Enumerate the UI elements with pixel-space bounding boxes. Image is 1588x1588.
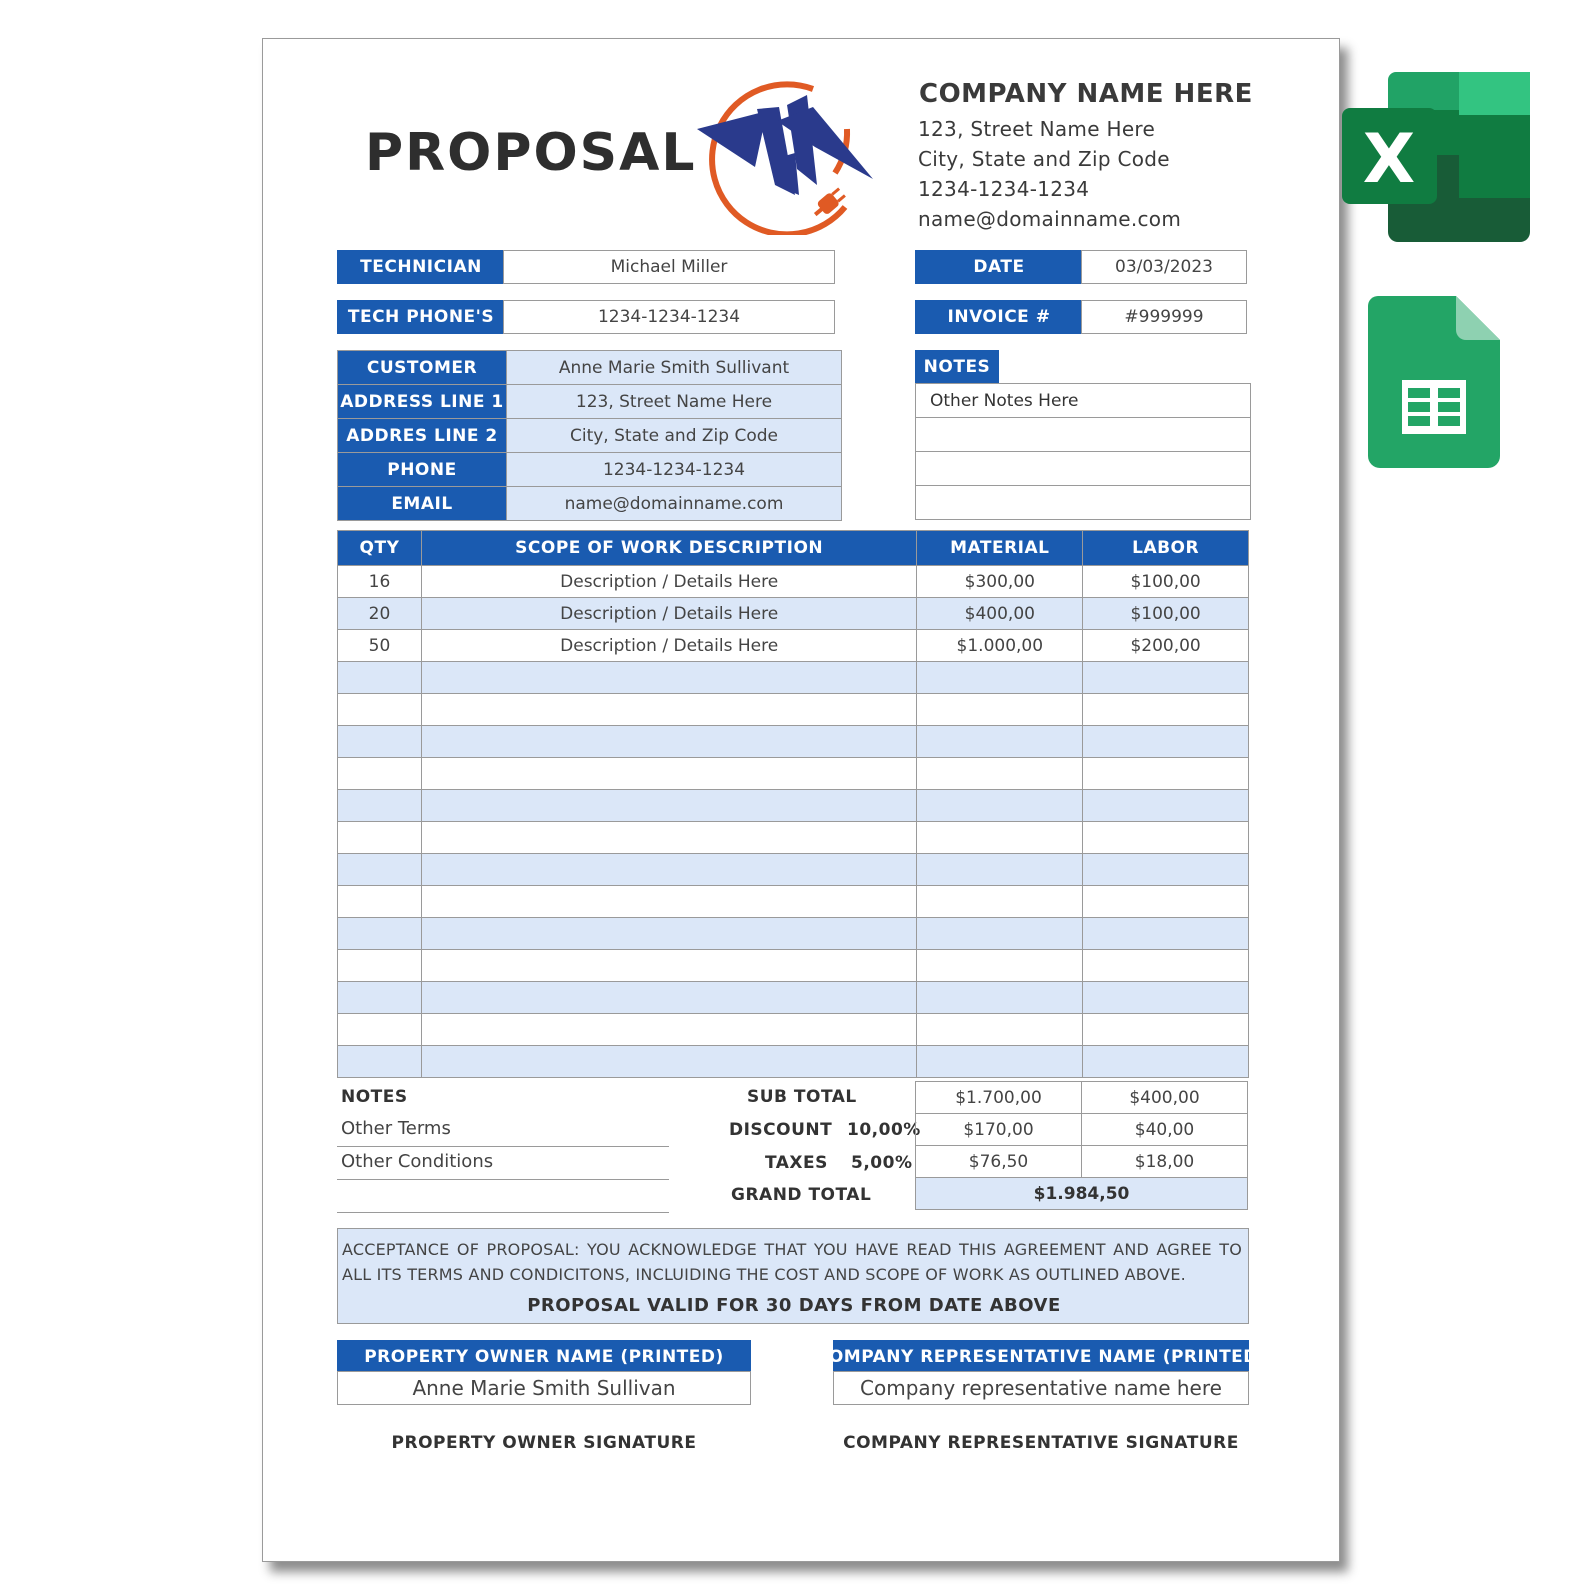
labor-cell[interactable] — [1083, 694, 1249, 726]
discount-row — [916, 1114, 1248, 1146]
labor-cell[interactable] — [1083, 758, 1249, 790]
company-phone: 1234-1234-1234 — [918, 177, 1090, 201]
labor-cell[interactable] — [1083, 886, 1249, 918]
table-row — [338, 854, 1249, 886]
table-row — [338, 566, 1249, 598]
invoice-label: INVOICE # — [915, 300, 1083, 334]
material-cell[interactable]: $400,00 — [917, 598, 1083, 630]
table-row — [338, 662, 1249, 694]
discount-rate[interactable]: 10,00% — [847, 1120, 921, 1140]
description-cell[interactable]: Description / Details Here — [421, 598, 917, 630]
material-cell[interactable] — [917, 758, 1083, 790]
footer-notes-label: NOTES — [341, 1087, 408, 1107]
owner-signature-label: PROPERTY OWNER SIGNATURE — [391, 1433, 697, 1453]
company-address-1: 123, Street Name Here — [918, 117, 1156, 141]
subtotal-row — [916, 1082, 1248, 1114]
material-cell[interactable] — [917, 694, 1083, 726]
labor-cell[interactable] — [1083, 662, 1249, 694]
grand-total-value: $1.984,50 — [916, 1178, 1248, 1210]
qty-cell[interactable]: 20 — [338, 598, 422, 630]
material-cell[interactable] — [917, 918, 1083, 950]
address1-row — [338, 385, 842, 419]
material-cell[interactable] — [917, 822, 1083, 854]
description-cell[interactable] — [421, 662, 917, 694]
description-header: SCOPE OF WORK DESCRIPTION — [421, 531, 917, 566]
table-row — [338, 598, 1249, 630]
labor-cell[interactable]: $100,00 — [1083, 598, 1249, 630]
qty-cell[interactable] — [338, 854, 422, 886]
qty-cell[interactable] — [338, 918, 422, 950]
material-cell[interactable]: $300,00 — [917, 566, 1083, 598]
svg-text:X: X — [1362, 120, 1416, 199]
qty-cell[interactable] — [338, 726, 422, 758]
footer-notes-line[interactable]: Other Terms — [337, 1115, 669, 1147]
email-row — [338, 487, 842, 521]
customer-label: CUSTOMER — [338, 351, 507, 385]
rep-name-label: COMPANY REPRESENTATIVE NAME (PRINTED) — [833, 1340, 1249, 1373]
material-cell[interactable] — [917, 726, 1083, 758]
labor-cell[interactable] — [1083, 1046, 1249, 1078]
items-header-row — [338, 531, 1249, 566]
description-cell[interactable] — [421, 918, 917, 950]
technician-field[interactable]: Michael Miller — [503, 250, 835, 284]
email-field[interactable]: name@domainname.com — [507, 487, 842, 521]
address2-field[interactable]: City, State and Zip Code — [507, 419, 842, 453]
material-cell[interactable] — [917, 854, 1083, 886]
material-cell[interactable] — [917, 950, 1083, 982]
labor-cell[interactable] — [1083, 982, 1249, 1014]
labor-cell[interactable] — [1083, 918, 1249, 950]
email-label: EMAIL — [338, 487, 507, 521]
qty-cell[interactable] — [338, 982, 422, 1014]
subtotal-label: SUB TOTAL — [747, 1087, 857, 1107]
date-field[interactable]: 03/03/2023 — [1081, 250, 1247, 284]
qty-cell[interactable] — [338, 758, 422, 790]
proposal-page — [262, 38, 1340, 1562]
description-cell[interactable] — [421, 758, 917, 790]
qty-cell[interactable] — [338, 1014, 422, 1046]
material-header: MATERIAL — [917, 531, 1083, 566]
qty-cell[interactable] — [338, 662, 422, 694]
address2-label: ADDRES LINE 2 — [338, 419, 507, 453]
material-cell[interactable] — [917, 1046, 1083, 1078]
address1-field[interactable]: 123, Street Name Here — [507, 385, 842, 419]
table-row — [338, 886, 1249, 918]
table-row — [338, 726, 1249, 758]
qty-cell[interactable] — [338, 886, 422, 918]
tech-phone-label: TECH PHONE'S — [337, 300, 505, 334]
material-cell[interactable] — [917, 886, 1083, 918]
labor-cell[interactable] — [1083, 854, 1249, 886]
labor-cell[interactable] — [1083, 950, 1249, 982]
discount-material: $170,00 — [916, 1114, 1082, 1146]
description-cell[interactable] — [421, 822, 917, 854]
description-cell[interactable] — [421, 886, 917, 918]
technician-label: TECHNICIAN — [337, 250, 505, 284]
page-title: PROPOSAL — [365, 123, 697, 183]
invoice-field[interactable]: #999999 — [1081, 300, 1247, 334]
notes-box — [915, 383, 1251, 520]
table-row — [338, 630, 1249, 662]
table-row — [338, 982, 1249, 1014]
table-row — [338, 694, 1249, 726]
labor-cell[interactable]: $100,00 — [1083, 566, 1249, 598]
totals-table — [915, 1081, 1248, 1210]
discount-label: DISCOUNT — [729, 1120, 833, 1140]
google-sheets-icon — [1368, 296, 1500, 468]
material-cell[interactable] — [917, 790, 1083, 822]
qty-cell[interactable] — [338, 822, 422, 854]
grand-total-row — [916, 1178, 1248, 1210]
description-cell[interactable]: Description / Details Here — [421, 630, 917, 662]
address1-label: ADDRESS LINE 1 — [338, 385, 507, 419]
labor-cell[interactable]: $200,00 — [1083, 630, 1249, 662]
notes-line[interactable] — [916, 418, 1251, 452]
discount-labor: $40,00 — [1082, 1114, 1248, 1146]
phone-label: PHONE — [338, 453, 507, 487]
table-row — [338, 918, 1249, 950]
taxes-material: $76,50 — [916, 1146, 1082, 1178]
description-cell[interactable] — [421, 854, 917, 886]
table-row — [338, 822, 1249, 854]
taxes-row — [916, 1146, 1248, 1178]
company-email: name@domainname.com — [918, 207, 1182, 231]
description-cell[interactable] — [421, 1014, 917, 1046]
table-row — [338, 790, 1249, 822]
taxes-label: TAXES — [765, 1153, 828, 1173]
labor-cell[interactable] — [1083, 726, 1249, 758]
description-cell[interactable]: Description / Details Here — [421, 566, 917, 598]
notes-box-label: NOTES — [915, 350, 999, 384]
labor-cell[interactable] — [1083, 1014, 1249, 1046]
rep-signature-label: COMPANY REPRESENTATIVE SIGNATURE — [843, 1433, 1239, 1453]
description-cell[interactable] — [421, 726, 917, 758]
description-cell[interactable] — [421, 950, 917, 982]
company-name: COMPANY NAME HERE — [919, 79, 1253, 109]
tech-phone-field[interactable]: 1234-1234-1234 — [503, 300, 835, 334]
customer-field[interactable]: Anne Marie Smith Sullivant — [507, 351, 842, 385]
labor-cell[interactable] — [1083, 790, 1249, 822]
notes-line[interactable]: Other Notes Here — [916, 384, 1251, 418]
address2-row — [338, 419, 842, 453]
labor-header: LABOR — [1083, 531, 1249, 566]
table-row — [338, 950, 1249, 982]
acceptance-box — [337, 1228, 1249, 1324]
description-cell[interactable] — [421, 694, 917, 726]
material-cell[interactable]: $1.000,00 — [917, 630, 1083, 662]
customer-row — [338, 351, 842, 385]
qty-cell[interactable]: 50 — [338, 630, 422, 662]
footer-notes-line[interactable] — [337, 1181, 669, 1213]
qty-cell[interactable] — [338, 1046, 422, 1078]
description-cell[interactable] — [421, 1046, 917, 1078]
qty-cell[interactable] — [338, 790, 422, 822]
table-row — [338, 1014, 1249, 1046]
taxes-rate[interactable]: 5,00% — [851, 1153, 913, 1173]
material-cell[interactable] — [917, 1014, 1083, 1046]
date-label: DATE — [915, 250, 1083, 284]
company-address-2: City, State and Zip Code — [918, 147, 1170, 171]
phone-field[interactable]: 1234-1234-1234 — [507, 453, 842, 487]
qty-cell[interactable] — [338, 950, 422, 982]
qty-cell[interactable]: 16 — [338, 566, 422, 598]
description-cell[interactable] — [421, 982, 917, 1014]
subtotal-labor: $400,00 — [1082, 1082, 1248, 1114]
table-row — [338, 1046, 1249, 1078]
qty-cell[interactable] — [338, 694, 422, 726]
rep-name-field[interactable]: Company representative name here — [833, 1371, 1249, 1405]
taxes-labor: $18,00 — [1082, 1146, 1248, 1178]
subtotal-material: $1.700,00 — [916, 1082, 1082, 1114]
notes-line[interactable] — [916, 452, 1251, 486]
validity-note: PROPOSAL VALID FOR 30 DAYS FROM DATE ABOVE — [527, 1295, 1061, 1316]
phone-row — [338, 453, 842, 487]
lightning-plug-logo-icon — [695, 77, 875, 235]
grand-total-label: GRAND TOTAL — [731, 1185, 872, 1205]
material-cell[interactable] — [917, 982, 1083, 1014]
description-cell[interactable] — [421, 790, 917, 822]
owner-name-label: PROPERTY OWNER NAME (PRINTED) — [337, 1340, 751, 1373]
qty-header: QTY — [338, 531, 422, 566]
labor-cell[interactable] — [1083, 822, 1249, 854]
footer-notes-line[interactable]: Other Conditions — [337, 1148, 669, 1180]
items-table — [337, 530, 1249, 1078]
owner-name-field[interactable]: Anne Marie Smith Sullivan — [337, 1371, 751, 1405]
notes-line[interactable] — [916, 486, 1251, 520]
material-cell[interactable] — [917, 662, 1083, 694]
table-row — [338, 758, 1249, 790]
microsoft-excel-icon — [1342, 70, 1532, 245]
customer-table — [337, 350, 842, 521]
acceptance-text: ACCEPTANCE OF PROPOSAL: YOU ACKNOWLEDGE THAT YOU HAVE READ THIS AGREEMENT AND AGREE TO ALL ITS TERMS AND CONDICITONS, INCLUIDING THE COST AND SCOPE OF WORK AS OUTLINED ABOVE. — [342, 1240, 1242, 1284]
